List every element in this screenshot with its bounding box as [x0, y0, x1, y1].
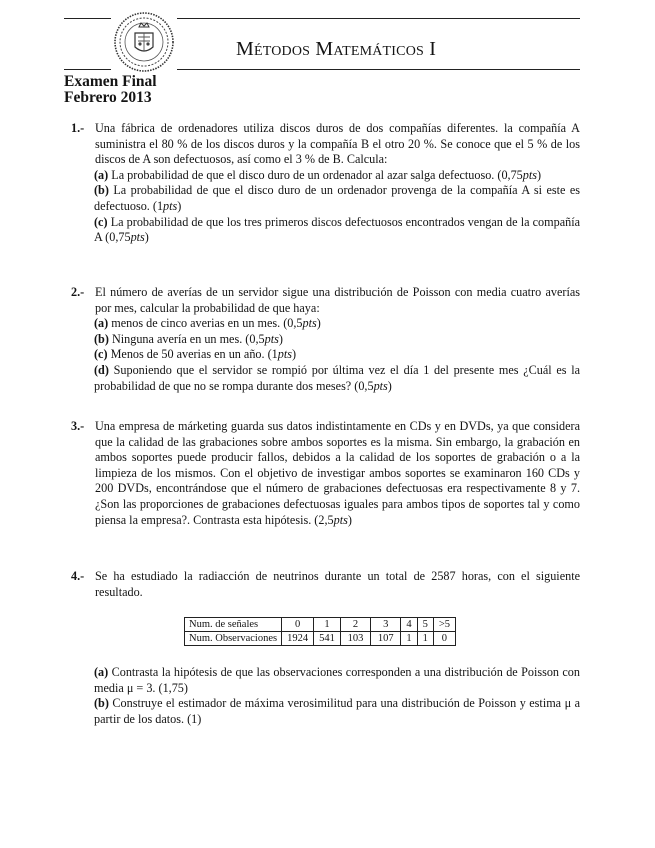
points-close: ): [347, 512, 352, 527]
table-cell: 107: [371, 632, 401, 646]
problem-statement: El número de averías de un servidor sigue una distribución de Poisson con media cuatro averías por mes, calcular la probabilidad de que haya:: [95, 285, 580, 315]
subquestion-label: (c): [94, 347, 108, 362]
points-close: ): [292, 347, 297, 362]
problem-3: [71, 419, 580, 528]
table-row-label: Num. de señales: [185, 618, 282, 632]
table-cell: 3: [371, 618, 401, 632]
subquestion-c: [94, 215, 580, 246]
problem-number: 2.-: [71, 285, 85, 299]
points-close: ): [387, 378, 392, 393]
subquestion-text: La probabilidad de que el disco duro de un ordenador provenga de la compañía A si este es defectuoso. (1: [94, 183, 580, 213]
problem-statement: Se ha estudiado la radiacción de neutrinos durante un total de 2587 horas, con el siguiente resultado.: [95, 569, 580, 599]
points-unit: pts: [277, 347, 293, 362]
table-cell: 1924: [282, 632, 314, 646]
subquestion-label: (a): [94, 167, 109, 182]
header-rule-left-bottom: [64, 69, 111, 70]
table-cell: 2: [340, 618, 370, 632]
header-rule-left-top: [64, 18, 111, 19]
table-cell: >5: [433, 618, 455, 632]
table-cell: 1: [417, 632, 433, 646]
subquestion-label: (a): [94, 316, 109, 331]
subquestion-b: [94, 696, 580, 727]
table-cell: 5: [417, 618, 433, 632]
table-row: [185, 632, 456, 646]
points-close: ): [537, 167, 542, 182]
subquestion-label: (c): [94, 214, 108, 229]
table-cell: 4: [401, 618, 417, 632]
problem-text: Una empresa de márketing guarda sus datos indistintamente en CDs y en DVDs, ya que considera que la calidad de las grabaciones sobre ambos soportes es la misma. Sin embargo, la grabación en ambos soportes puede producir fallos, debidos a la calidad de los soportes de grabación o a la limpieza de los mismos. Con el objetivo de investigar ambos soportes se examinaron 160 CDs y 200 DVDs, encontrándose que el número de grabaciones defectuosas era respectivamente 8 y 7. ¿Son las proporciones de grabaciones defectuosas iguales para ambos tipos de soportes tal y como piensa la empresa?. Contrasta esta hipótesis. (2,5: [95, 419, 580, 527]
subquestion-text: Construye el estimador de máxima verosimilitud para una distribución de Poisson y estima μ a partir de los datos. (1): [94, 696, 581, 726]
problem-statement: [95, 419, 580, 528]
table-cell: 0: [433, 632, 455, 646]
subquestion-text: Suponiendo que el servidor se rompió por última vez el día 1 del presente mes ¿Cuál es la probabilidad de que no se rompa durante dos meses? (0,5: [94, 362, 580, 393]
subquestion-d: [94, 363, 580, 394]
header-rule-right-top: [177, 18, 580, 19]
table-row-label: Num. Observaciones: [185, 632, 282, 646]
table-cell: 103: [340, 632, 370, 646]
subquestion-c: [94, 347, 580, 363]
table-cell: 0: [282, 618, 314, 632]
exam-date: Febrero 2013: [64, 89, 152, 106]
problem-2: [71, 285, 580, 394]
points-unit: pts: [264, 331, 279, 346]
observations-table: [184, 617, 456, 646]
problem-number: 3.-: [71, 419, 85, 433]
subquestion-text: La probabilidad de que el disco duro de un ordenador al azar salga defectuoso. (0,75: [111, 167, 523, 182]
problem-4-subquestions: [95, 665, 580, 727]
points-unit: pts: [522, 167, 538, 182]
university-seal-logo: [113, 11, 175, 73]
points-unit: pts: [163, 198, 178, 213]
points-unit: pts: [333, 512, 348, 527]
course-title: Métodos Matemáticos I: [236, 38, 437, 60]
problem-4: [71, 569, 580, 600]
subquestion-a: [94, 168, 580, 184]
table-cell: 541: [314, 632, 341, 646]
problem-number: 1.-: [71, 121, 85, 135]
points-close: ): [144, 230, 149, 245]
problem-1: [71, 121, 581, 246]
subquestion-label: (b): [94, 183, 109, 198]
header-rule-right-bottom: [177, 69, 580, 70]
subquestion-text: Ninguna avería en un mes. (0,5: [111, 331, 265, 346]
subquestion-text: Menos de 50 averias en un año. (1: [110, 347, 278, 362]
table-cell: 1: [314, 618, 341, 632]
subquestion-a: [94, 316, 580, 332]
subquestion-text: La probabilidad de que los tres primeros discos defectuosos encontrados vengan de la compañía A (0,75: [94, 214, 581, 245]
subquestion-label: (b): [94, 696, 109, 711]
subquestion-b: [94, 332, 580, 348]
subquestion-text: menos de cinco averias en un mes. (0,5: [111, 316, 303, 331]
table-row: [185, 618, 456, 632]
points-close: ): [278, 331, 283, 346]
subquestion-text: Contrasta la hipótesis de que las observaciones corresponden a una distribución de Poisson con media μ = 3. (1,75): [94, 665, 580, 695]
points-close: ): [316, 316, 321, 331]
subquestion-label: (d): [94, 362, 109, 377]
points-unit: pts: [373, 378, 388, 393]
problem-statement: Una fábrica de ordenadores utiliza discos duros de dos compañías diferentes. la compañía A suministra el 80 % de los discos duros y la compañía B el otro 20 %. Se conoce que el 5 % de los discos de A son defectuosos, así como el 3 % de B. Calcula:: [95, 121, 580, 167]
points-close: ): [177, 198, 182, 213]
subquestion-a: [94, 665, 580, 696]
subquestion-label: (b): [94, 331, 109, 346]
points-unit: pts: [302, 316, 317, 331]
table-cell: 1: [401, 632, 417, 646]
subquestion-b: [94, 183, 580, 214]
problem-number: 4.-: [71, 569, 85, 583]
subquestion-label: (a): [94, 665, 109, 679]
exam-name: Examen Final: [64, 73, 157, 90]
points-unit: pts: [130, 230, 145, 245]
